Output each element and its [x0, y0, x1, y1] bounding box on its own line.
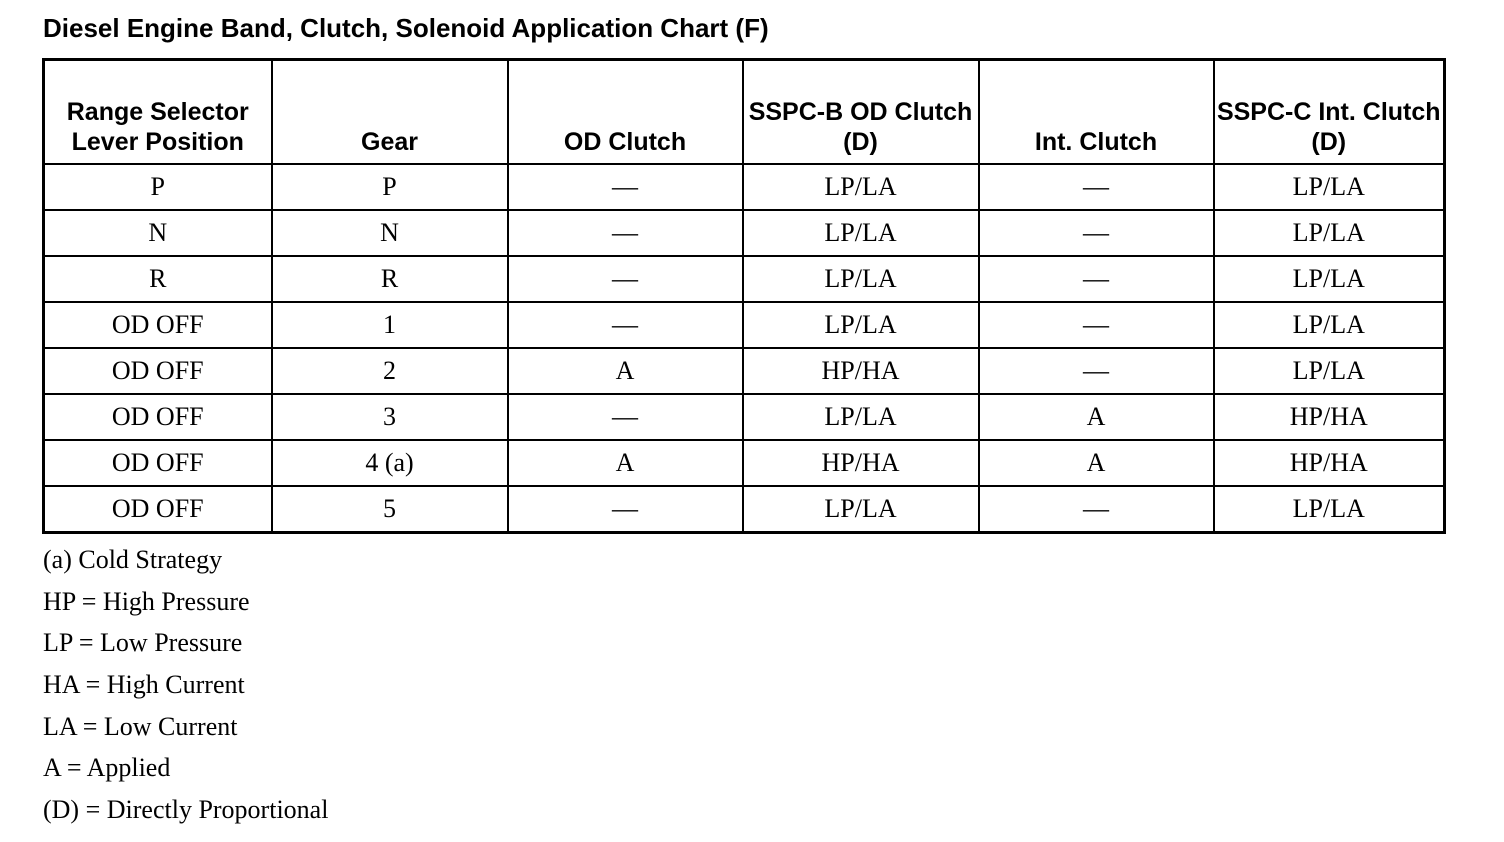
table-cell: —: [508, 486, 743, 533]
table-cell: P: [272, 164, 508, 210]
table-cell: —: [508, 210, 743, 256]
note-applied: A = Applied: [43, 753, 171, 783]
table-cell: —: [979, 486, 1214, 533]
table-cell: —: [979, 210, 1214, 256]
note-low-current: LA = Low Current: [43, 711, 238, 741]
column-header-sspc-b: SSPC-B OD Clutch (D): [743, 60, 979, 164]
column-header-range-selector: Range Selector Lever Position: [44, 60, 272, 164]
table-cell: HP/HA: [743, 440, 979, 486]
table-cell: N: [272, 210, 508, 256]
column-header-sspc-c: SSPC-C Int. Clutch (D): [1214, 60, 1445, 164]
note-low-pressure: LP = Low Pressure: [43, 628, 243, 658]
table-cell: HP/HA: [743, 348, 979, 394]
table-cell: —: [979, 256, 1214, 302]
table-cell: 4 (a): [272, 440, 508, 486]
table-cell: —: [979, 164, 1214, 210]
table-cell: 3: [272, 394, 508, 440]
application-chart-table: [42, 58, 1446, 534]
table-cell: A: [508, 348, 743, 394]
table-cell: LP/LA: [743, 302, 979, 348]
table-cell: N: [44, 210, 272, 256]
table-cell: 1: [272, 302, 508, 348]
table-cell: LP/LA: [1214, 348, 1445, 394]
table-cell: —: [979, 302, 1214, 348]
page-title: Diesel Engine Band, Clutch, Solenoid Application Chart (F): [43, 13, 769, 43]
legend-notes: [43, 541, 328, 833]
table-cell: LP/LA: [1214, 486, 1445, 533]
table-cell: —: [979, 348, 1214, 394]
table-cell: —: [508, 394, 743, 440]
table-cell: P: [44, 164, 272, 210]
table-row: [44, 164, 1445, 210]
table-cell: OD OFF: [44, 486, 272, 533]
table-cell: OD OFF: [44, 302, 272, 348]
table-cell: LP/LA: [1214, 256, 1445, 302]
column-header-int-clutch: Int. Clutch: [979, 60, 1214, 164]
table-cell: LP/LA: [743, 394, 979, 440]
table-cell: LP/LA: [743, 210, 979, 256]
table-row: [44, 486, 1445, 533]
table-header-row: [44, 60, 1445, 164]
table-cell: —: [508, 256, 743, 302]
table-cell: HP/HA: [1214, 394, 1445, 440]
table-cell: R: [272, 256, 508, 302]
table-cell: 2: [272, 348, 508, 394]
table-cell: OD OFF: [44, 394, 272, 440]
note-cold-strategy: (a) Cold Strategy: [43, 545, 223, 574]
table-cell: LP/LA: [743, 164, 979, 210]
table-cell: —: [508, 164, 743, 210]
note-directly-proportional: (D) = Directly Proportional: [43, 795, 329, 825]
note-high-current: HA = High Current: [43, 670, 245, 700]
table-cell: LP/LA: [1214, 210, 1445, 256]
column-header-od-clutch: OD Clutch: [508, 60, 743, 164]
table-row: [44, 348, 1445, 394]
table-cell: A: [508, 440, 743, 486]
table-row: [44, 210, 1445, 256]
note-high-pressure: HP = High Pressure: [43, 586, 250, 616]
table-row: [44, 394, 1445, 440]
table-cell: OD OFF: [44, 348, 272, 394]
table-cell: R: [44, 256, 272, 302]
table-cell: LP/LA: [743, 486, 979, 533]
table-cell: OD OFF: [44, 440, 272, 486]
table-cell: A: [979, 440, 1214, 486]
table-row: [44, 440, 1445, 486]
table-cell: —: [508, 302, 743, 348]
table-cell: LP/LA: [743, 256, 979, 302]
table-row: [44, 256, 1445, 302]
table-cell: 5: [272, 486, 508, 533]
table-cell: HP/HA: [1214, 440, 1445, 486]
table-cell: LP/LA: [1214, 164, 1445, 210]
table-row: [44, 302, 1445, 348]
table-cell: A: [979, 394, 1214, 440]
table-cell: LP/LA: [1214, 302, 1445, 348]
column-header-gear: Gear: [272, 60, 508, 164]
